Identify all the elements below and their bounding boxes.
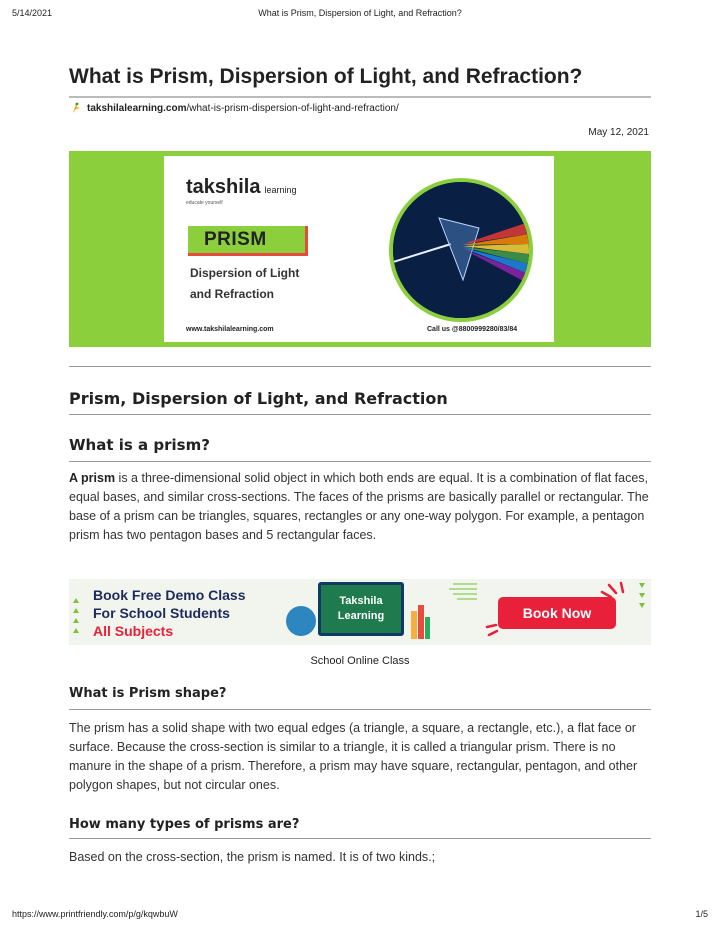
banner-caption: School Online Class <box>310 655 410 667</box>
board-line-2: Learning <box>337 610 385 622</box>
banner-chalkboard <box>318 582 404 636</box>
prism-photo <box>389 178 533 322</box>
heading-prism-shape: What is Prism shape? <box>69 686 227 701</box>
hero-brand-suffix: learning <box>264 185 297 195</box>
hero-prism-label: PRISM <box>204 229 267 250</box>
hero-call: Call us @8800999280/83/84 <box>427 326 518 333</box>
hero-website: www.takshilalearning.com <box>186 326 274 333</box>
section-divider <box>69 414 651 415</box>
paragraph-body: is a three-dimensional solid object in which both ends are equal. It is a combination of flat faces, equal bases, and similar cross-sections. The faces of the prisms are basically parallel or rectangular. The base of a prism can be triangles, squares, rectangles or any one-way polygon. For example, a pentagon prism has two pentagon bases and 5 rectangular faces. <box>69 471 649 542</box>
source-domain: takshilalearning.com <box>87 102 187 114</box>
article-title: What is Prism, Dispersion of Light, and Refraction? <box>69 65 583 88</box>
publish-date: May 12, 2021 <box>588 127 649 138</box>
heading-divider <box>69 461 651 462</box>
hero-line-1: Dispersion of Light <box>190 266 300 280</box>
hero-image <box>69 151 651 347</box>
board-line-1: Takshila <box>339 595 383 607</box>
book-now-button[interactable]: Book Now <box>498 597 616 629</box>
source-link[interactable] <box>71 102 399 114</box>
print-header <box>12 8 708 22</box>
hero-line-2: and Refraction <box>190 287 275 301</box>
heading-what-is-prism: What is a prism? <box>69 436 210 454</box>
hero-panel <box>164 156 554 342</box>
heading-prism-types: How many types of prisms are? <box>69 817 300 832</box>
page-number: 1/5 <box>695 909 708 919</box>
demo-class-banner[interactable] <box>69 579 651 645</box>
source-path: /what-is-prism-dispersion-of-light-and-refraction/ <box>186 102 399 114</box>
print-date: 5/14/2021 <box>12 8 53 18</box>
print-url: https://www.printfriendly.com/p/g/kqwbuW <box>12 909 178 919</box>
paragraph-what-is-prism <box>69 469 651 545</box>
section-divider <box>69 366 651 367</box>
hero-brand-name: takshila <box>186 176 261 198</box>
hero-prism-tag <box>188 226 308 256</box>
hero-brand <box>186 176 297 199</box>
title-divider <box>69 96 651 98</box>
section-heading: Prism, Dispersion of Light, and Refraction <box>69 389 448 408</box>
takshila-logo-icon <box>71 102 81 114</box>
heading-divider <box>69 709 651 710</box>
print-footer <box>12 909 708 923</box>
paragraph-prism-types: Based on the cross-section, the prism is named. It is of two kinds.; <box>69 850 436 864</box>
hero-brand-tagline: educate yourself <box>186 200 223 206</box>
heading-divider <box>69 838 651 839</box>
banner-line-1: Book Free Demo Class <box>93 587 246 603</box>
prism-dispersion-icon <box>393 182 529 318</box>
paragraph-lead: A prism <box>69 471 116 485</box>
paragraph-prism-shape: The prism has a solid shape with two equal edges (a triangle, a square, a rectangle, etc.), a flat face or surface. Because the cross-section is similar to a triangle, it is called a triangular prism. There is no manure in the shape of a prism. Therefore, a prism may have square, rectangular, pentagon, and other polygon shapes, but not circular ones. <box>69 721 638 792</box>
banner-line-2: For School Students <box>93 605 230 621</box>
print-title: What is Prism, Dispersion of Light, and Refraction? <box>258 8 462 18</box>
banner-line-3: All Subjects <box>93 623 174 639</box>
